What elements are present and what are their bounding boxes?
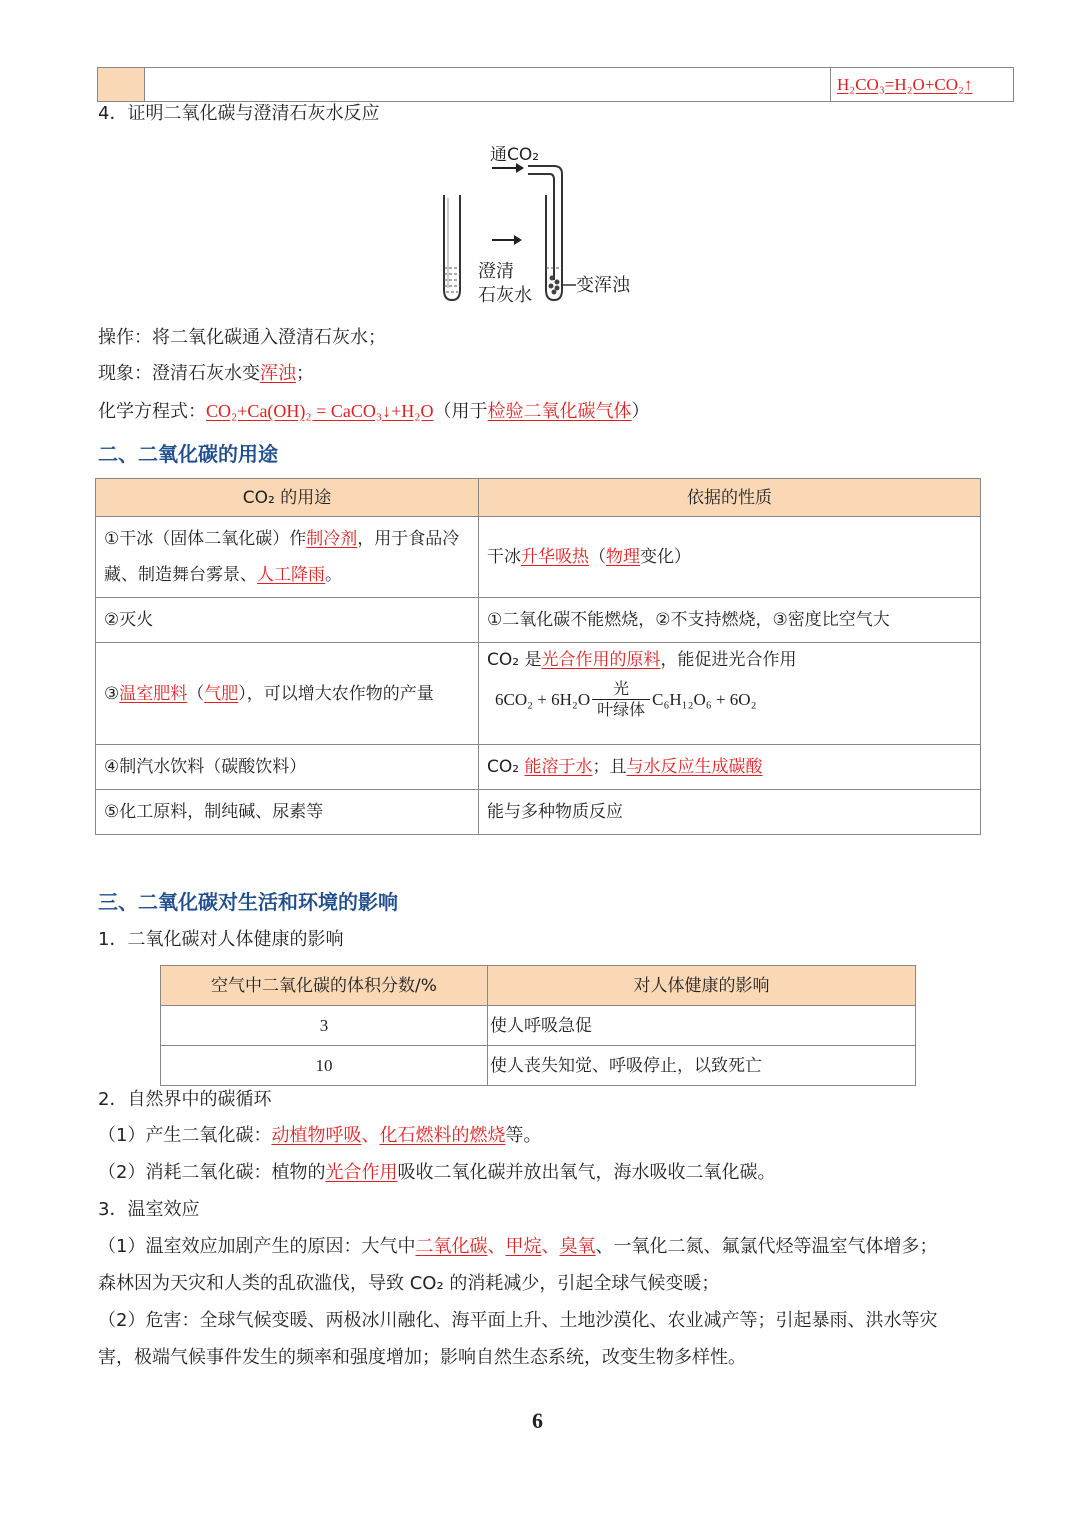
property-fire: ①二氧化碳不能燃烧，②不支持燃烧，③密度比空气大: [479, 598, 981, 643]
photosynthesis-equation: 6CO₂ + 6H₂O 光 叶绿体 C₆H₁₂O₆ + 6O₂: [495, 679, 757, 719]
property-col-header: 依据的性质: [479, 479, 981, 517]
section4-title: 4．证明二氧化碳与澄清石灰水反应: [98, 103, 380, 124]
use-soda: ④制汽水饮料（碳酸饮料）: [96, 745, 479, 790]
health-effect: 使人丧失知觉、呼吸停止，以致死亡: [488, 1046, 916, 1086]
operation-line: 操作：将二氧化碳通入澄清石灰水；: [98, 327, 386, 348]
carbon-cycle-consume: （2）消耗二氧化碳：植物的光合作用吸收二氧化碳并放出氧气，海水吸收二氧化碳。: [98, 1162, 776, 1183]
limewater-label-1: 澄清: [478, 261, 514, 282]
turbid-label: 变浑浊: [576, 275, 630, 296]
top-table-row: [97, 67, 1014, 102]
use-fire: ②灭火: [96, 598, 479, 643]
top-table-cell-middle: [145, 68, 831, 102]
concentration-col-header: 空气中二氧化碳的体积分数/%: [161, 966, 488, 1006]
uses-table: [95, 478, 981, 835]
carbonic-acid-decomposition-formula: H₂CO₃=H₂O+CO₂↑: [837, 74, 973, 94]
concentration-value: 3: [161, 1006, 488, 1046]
greenhouse-harm-line1: （2）危害：全球气候变暖、两极冰川融化、海平面上升、土地沙漠化、农业减产等；引起暴雨、洪水等灾: [98, 1310, 938, 1331]
greenhouse-cause-line1: （1）温室效应加剧产生的原因：大气中二氧化碳、甲烷、臭氧、一氧化二氮、氟氯代烃等温室气体增多；: [98, 1236, 938, 1257]
carbon-cycle-subtitle: 2．自然界中的碳循环: [98, 1089, 272, 1110]
top-table-cell-formula: [831, 68, 1014, 102]
top-table-cell-left: [98, 68, 145, 102]
greenhouse-harm-line2: 害，极端气候事件发生的频率和强度增加；影响自然生态系统，改变生物多样性。: [98, 1347, 746, 1368]
property-dry-ice: 干冰升华吸热（物理变化）: [479, 517, 981, 598]
left-test-tube: [444, 195, 460, 300]
phenomenon-line: 现象：澄清石灰水变浑浊；: [98, 363, 314, 384]
concentration-value: 10: [161, 1046, 488, 1086]
gas-label: 通CO₂: [490, 145, 540, 165]
health-effect: 使人呼吸急促: [488, 1006, 916, 1046]
section2-heading: 二、二氧化碳的用途: [98, 442, 278, 466]
limewater-equation: CO₂+Ca(OH)₂ = CaCO₃↓+H₂O: [206, 401, 434, 421]
limewater-label-2: 石灰水: [478, 285, 532, 306]
use-dry-ice: ①干冰（固体二氧化碳）作制冷剂，用于食品冷藏、制造舞台雾景、人工降雨。: [96, 517, 479, 598]
health-table: [160, 965, 916, 1086]
greenhouse-cause-line2: 森林因为天灾和人类的乱砍滥伐，导致 CO₂ 的消耗减少，引起全球气候变暖；: [98, 1273, 720, 1294]
property-reactivity: 能与多种物质反应: [479, 790, 981, 835]
page-number: 6: [532, 1408, 543, 1433]
greenhouse-subtitle: 3．温室效应: [98, 1199, 200, 1220]
use-fertilizer: ③温室肥料（气肥），可以增大农作物的产量: [96, 643, 479, 745]
property-photosynthesis: CO₂ 是光合作用的原料，能促进光合作用 6CO₂ + 6H₂O 光 叶绿体 C₆H₁₂O₆ + 6O₂: [479, 643, 981, 745]
limewater-experiment-diagram: [430, 140, 650, 310]
health-effect-col-header: 对人体健康的影响: [488, 966, 916, 1006]
equation-line: 化学方程式：CO₂+Ca(OH)₂ = CaCO₃↓+H₂O（用于检验二氧化碳气体）: [98, 401, 650, 422]
uses-col-header: CO₂ 的用途: [96, 479, 479, 517]
health-subtitle: 1．二氧化碳对人体健康的影响: [98, 929, 344, 950]
property-soluble: CO₂ 能溶于水；且与水反应生成碳酸: [479, 745, 981, 790]
use-chemical-raw-material: ⑤化工原料，制纯碱、尿素等: [96, 790, 479, 835]
carbon-cycle-produce: （1）产生二氧化碳：动植物呼吸、化石燃料的燃烧等。: [98, 1125, 542, 1146]
section3-heading: 三、二氧化碳对生活和环境的影响: [98, 890, 398, 914]
